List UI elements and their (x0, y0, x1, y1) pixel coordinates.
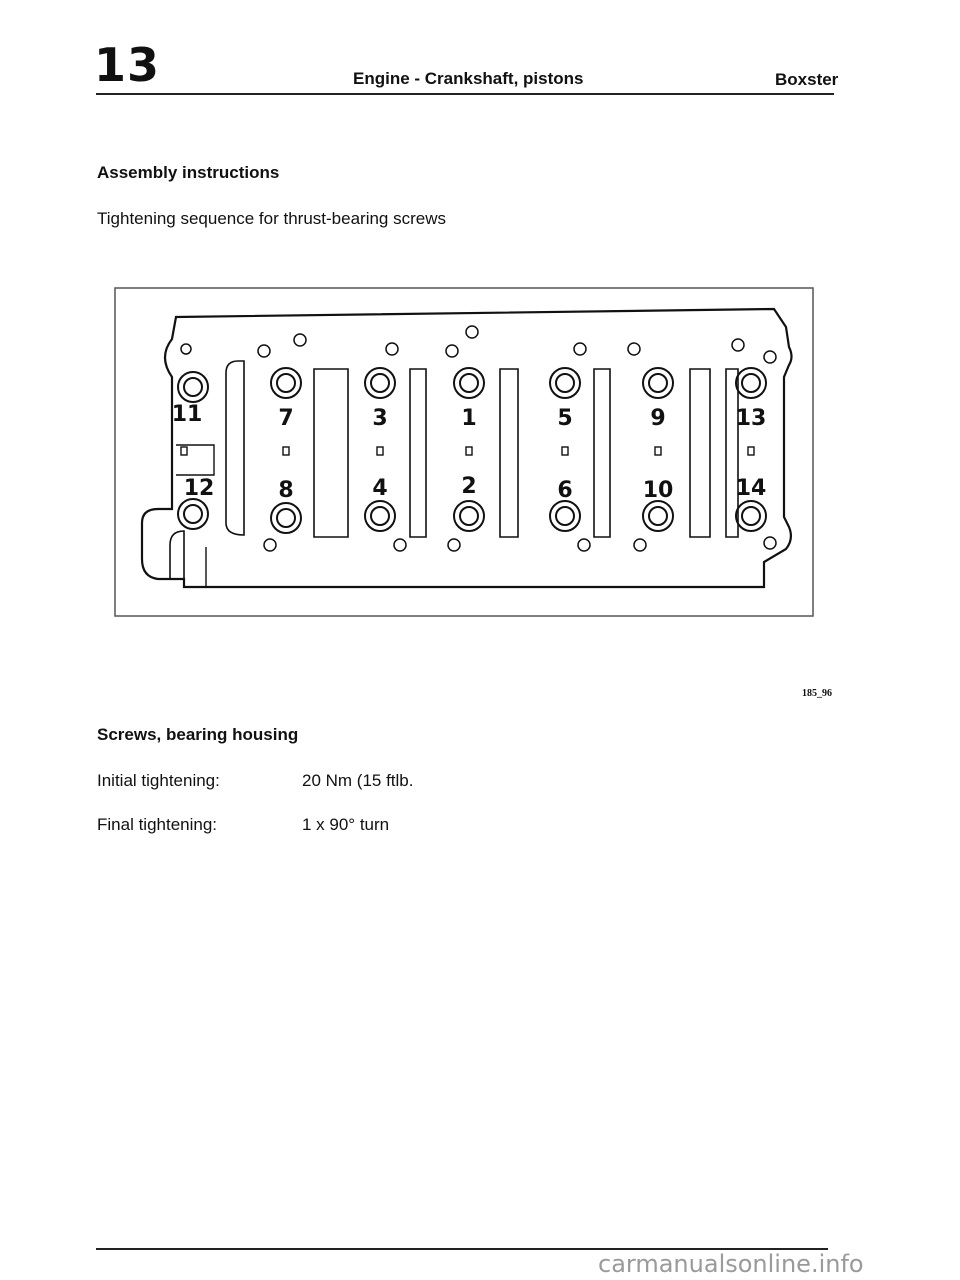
bolt-3 (365, 368, 395, 398)
housing-inner-line (170, 531, 184, 579)
watermark[interactable]: carmanualsonline.info (598, 1250, 864, 1278)
top-label: 7 (278, 406, 294, 431)
section-title: Assembly instructions (97, 163, 280, 182)
bolt-4 (365, 501, 395, 531)
page-header-model: Boxster (775, 70, 839, 89)
bottom-label: 6 (557, 478, 573, 503)
header-rule (96, 93, 834, 95)
top-label: 5 (557, 406, 573, 431)
bottom-row-bolts (178, 499, 766, 533)
bearing-housing-diagram (114, 287, 814, 617)
spec-value: 20 Nm (15 ftlb. (302, 771, 414, 790)
top-label: 3 (372, 406, 388, 431)
bolt-9 (643, 368, 673, 398)
chapter-number: 13 (94, 38, 161, 92)
bolt-7 (271, 368, 301, 398)
bolt-14 (736, 501, 766, 531)
bolt-1 (454, 368, 484, 398)
centre-markers (181, 447, 754, 455)
page-header-title: Engine - Crankshaft, pistons (353, 69, 584, 88)
top-label: 1 (461, 406, 477, 431)
bottom-label: 10 (642, 478, 674, 503)
bolt-10 (643, 501, 673, 531)
housing-outline (142, 309, 792, 587)
bolt-2 (454, 501, 484, 531)
bolt-12 (178, 499, 208, 529)
diagram-frame (115, 288, 813, 616)
bottom-label: 8 (278, 478, 294, 503)
section-subtitle: Tightening sequence for thrust-bearing screws (97, 209, 446, 228)
bolt-13 (736, 368, 766, 398)
spec-title: Screws, bearing housing (97, 725, 299, 744)
top-label: 11 (171, 402, 203, 427)
bolt-11 (178, 372, 208, 402)
bolt-6 (550, 501, 580, 531)
spec-value: 1 x 90° turn (302, 815, 390, 834)
top-label: 13 (735, 406, 767, 431)
top-label: 9 (650, 406, 666, 431)
bolt-5 (550, 368, 580, 398)
top-row-bolts (178, 368, 766, 402)
bottom-label: 4 (372, 476, 388, 501)
bottom-label: 12 (183, 476, 215, 501)
bottom-label: 14 (735, 476, 767, 501)
figure-id: 185_96 (802, 688, 832, 699)
bottom-label: 2 (461, 474, 477, 499)
spec-label: Final tightening: (97, 815, 218, 834)
spec-label: Initial tightening: (97, 771, 220, 790)
bolt-8 (271, 503, 301, 533)
